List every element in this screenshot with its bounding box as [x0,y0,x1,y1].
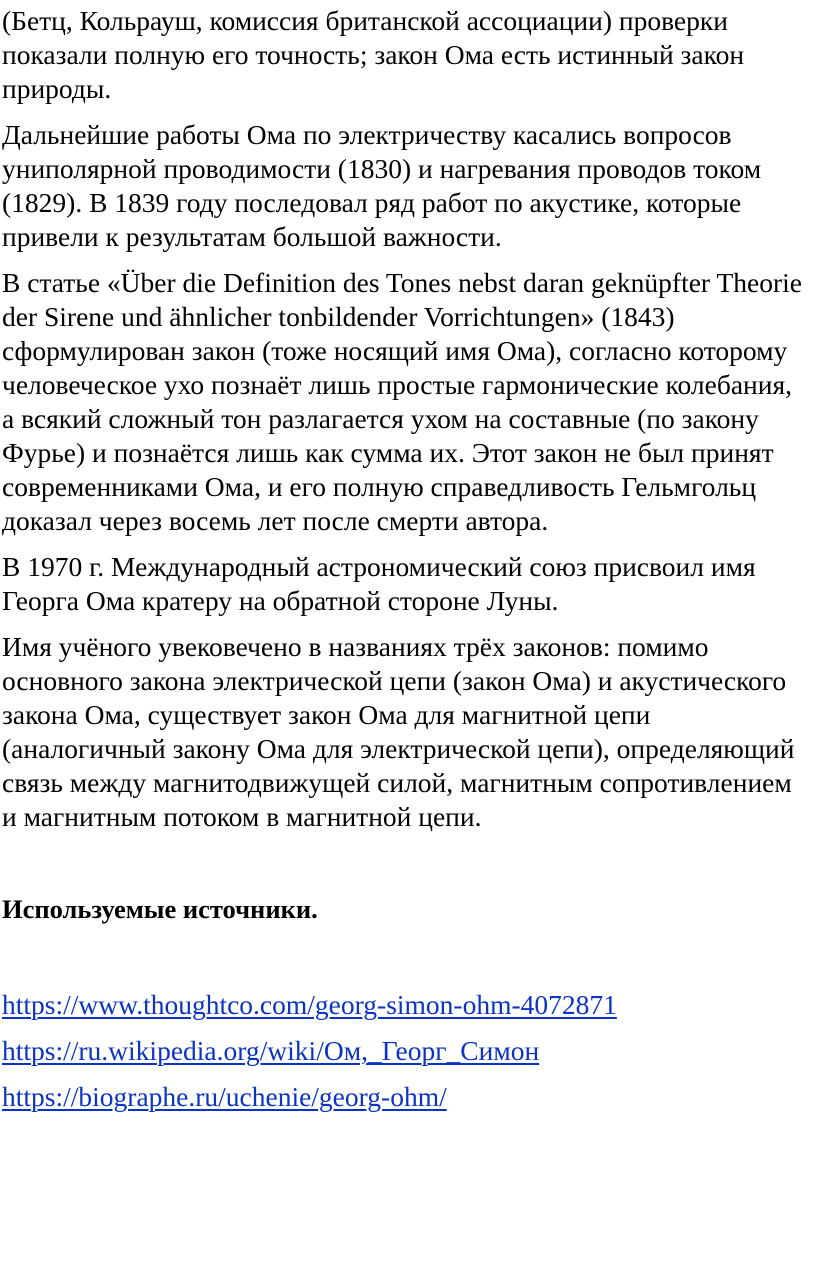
source-link-biographe[interactable]: https://biographe.ru/uchenie/georg-ohm/ [2,1081,447,1112]
sources-heading: Используемые источники. [2,894,318,924]
paragraph-acoustics-law [2,266,816,538]
text-line: В 1970 г. Международный астрономический союз присвоил имя [2,551,756,582]
text-line: а всякий сложный тон разлагается ухом на составные (по закону [2,403,759,434]
text-line: В статье «Über die Definition des Tones nebst daran geknüpfter Theorie [2,267,802,298]
text-line: показали полную его точность; закон Ома есть истинный закон [2,39,745,70]
source-link-thoughtco[interactable]: https://www.thoughtco.com/georg-simon-ohm-4072871 [2,989,617,1020]
paragraph-three-laws [2,630,816,834]
text-line: сформулирован закон (тоже носящий имя Ома), согласно которому [2,335,788,366]
source-link-wikipedia[interactable]: https://ru.wikipedia.org/wiki/Ом,_Георг_Симон [2,1035,540,1066]
text-line: (1829). В 1839 году последовал ряд работ по акустике, которые [2,187,742,218]
paragraph-crater [2,550,816,618]
text-line: привели к результатам большой важности. [2,221,502,252]
text-line: закона Ома, существует закон Ома для магнитной цепи [2,699,651,730]
text-line: Дальнейшие работы Ома по электричеству касались вопросов [2,119,732,150]
text-line: der Sirene und ähnlicher tonbildender Vorrichtungen» (1843) [2,301,675,332]
text-line: (Бетц, Кольрауш, комиссия британской ассоциации) проверки [2,5,728,36]
text-line: современниками Ома, и его полную справедливость Гельмгольц [2,471,757,502]
text-line: Фурье) и познаётся лишь как сумма их. Этот закон не был принят [2,437,774,468]
text-line: (аналогичный закону Ома для электрической цепи), определяющий [2,733,795,764]
text-line: Имя учёного увековечено в названиях трёх законов: помимо [2,631,709,662]
text-line: Георга Ома кратеру на обратной стороне Луны. [2,585,559,616]
text-line: человеческое ухо познаёт лишь простые гармонические колебания, [2,369,792,400]
sources-list [2,988,816,1114]
paragraph-verification [2,4,816,106]
paragraph-further-works [2,118,816,254]
text-line: природы. [2,73,112,104]
text-line: связь между магнитодвижущей силой, магнитным сопротивлением [2,767,792,798]
text-line: основного закона электрической цепи (закон Ома) и акустического [2,665,787,696]
text-line: и магнитным потоком в магнитной цепи. [2,801,482,832]
text-line: доказал через восемь лет после смерти автора. [2,505,549,536]
text-line: униполярной проводимости (1830) и нагревания проводов током [2,153,762,184]
